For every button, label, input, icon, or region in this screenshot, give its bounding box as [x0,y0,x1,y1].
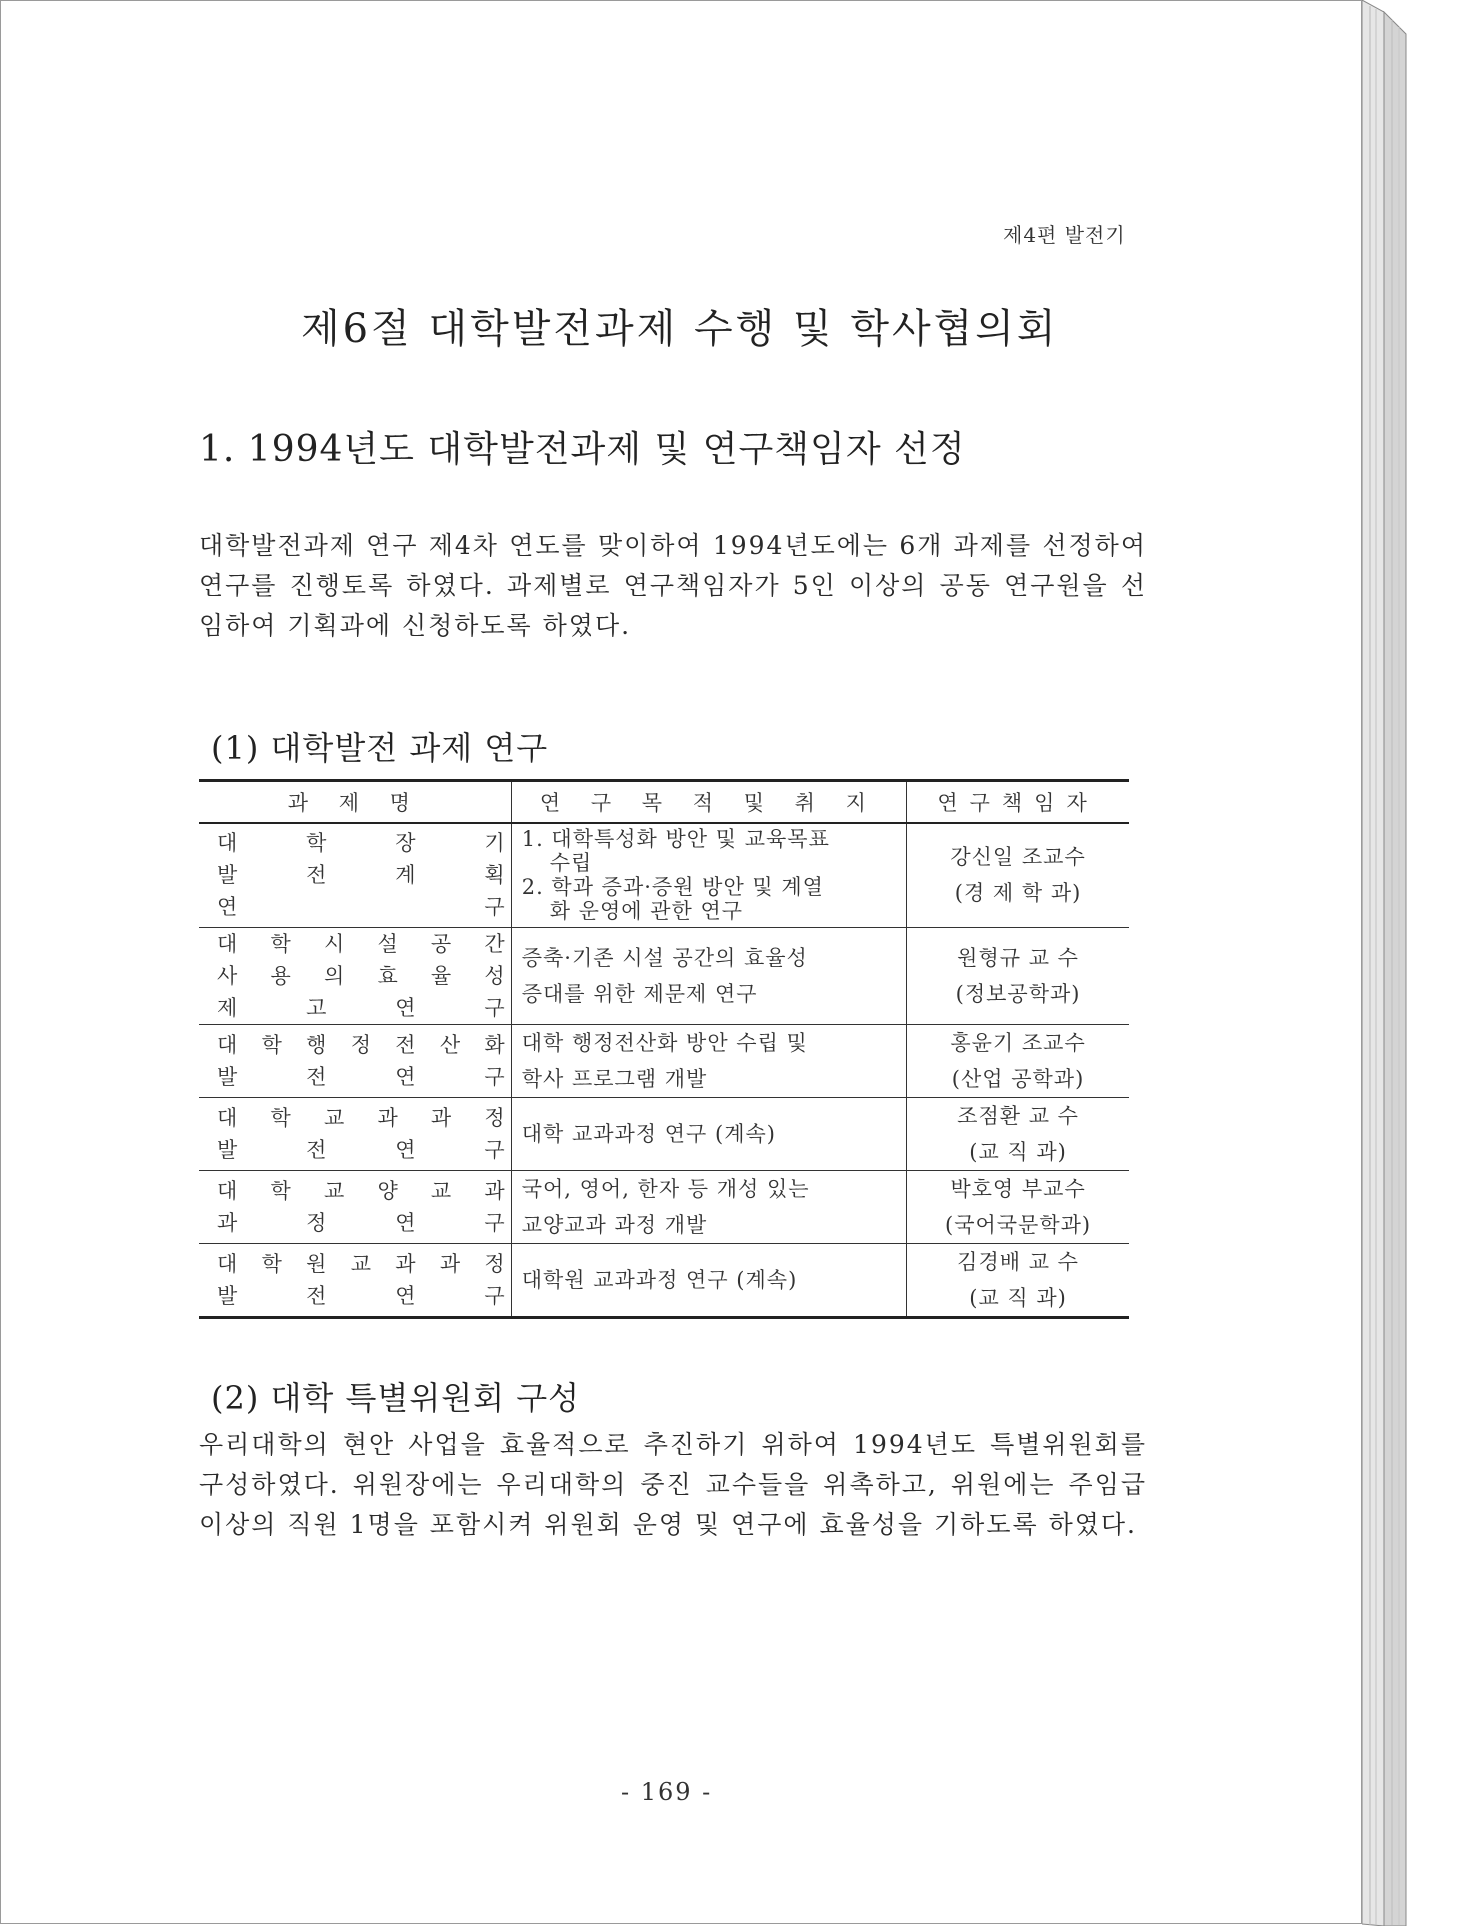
research-goal-line: 교양교과 과정 개발 [521,1212,708,1237]
project-title-cell [199,1243,511,1317]
project-title-line: 발 전 연 구 [217,1137,505,1162]
lead-researcher-name: 원형규 교 수 [957,945,1079,970]
research-goal-line: 학사 프로그램 개발 [521,1066,708,1091]
lead-researcher-cell [907,1243,1129,1317]
project-title-line: 제 고 연 구 [217,995,505,1020]
lead-researcher-name: 박호영 부교수 [950,1176,1086,1201]
research-goal-line: 증축·기존 시설 공간의 효율성 [521,945,808,970]
project-title-line: 대 학 교 과 과 정 [217,1105,505,1130]
intro-paragraph: 대학발전과제 연구 제4차 연도를 맞이하여 1994년도에는 6개 과제를 선정하여 연구를 진행토록 하였다. 과제별로 연구책임자가 5인 이상의 공동 연구원을 선임하여 기획과에 신청하도록 하였다. [199,531,1147,640]
lead-researcher-cell [907,1097,1129,1170]
table-row [199,823,1129,927]
lead-researcher-name: 조점환 교 수 [957,1103,1079,1128]
project-title-line: 대 학 행 정 전 산 화 [217,1032,505,1057]
lead-researcher-name: 홍윤기 조교수 [950,1030,1086,1055]
subsection-title-projects: (1) 대학발전 과제 연구 [211,729,549,767]
lead-researcher-department: (경 제 학 과) [954,881,1082,906]
page-stack-edge [1362,0,1422,1926]
research-goal-cell [511,1024,906,1097]
project-title-line: 연 구 [217,895,505,920]
lead-researcher-cell [907,1024,1129,1097]
lead-researcher-department: (교 직 과) [969,1139,1067,1164]
table-row [199,1097,1129,1170]
research-goal-line: 수립 [549,851,593,876]
research-goal-cell [511,823,906,927]
table-row [199,927,1129,1024]
lead-researcher-name: 김경배 교 수 [957,1249,1079,1274]
table-row [199,1243,1129,1317]
research-goal-line: 대학원 교과과정 연구 (계속) [521,1267,798,1292]
header-research-goal: 연 구 목 적 및 취 지 [511,781,906,824]
research-goal-line: 대학 행정전산화 방안 수립 및 [521,1030,808,1055]
table-row [199,1024,1129,1097]
running-header: 제4편 발전기 [1003,223,1126,247]
table-row [199,1170,1129,1243]
project-title-line: 사 용 의 효 율 성 [217,963,505,988]
table-header-row [199,781,1129,824]
lead-researcher-cell [907,927,1129,1024]
research-goal-line: 증대를 위한 제문제 연구 [521,981,758,1006]
lead-researcher-cell [907,1170,1129,1243]
project-title-cell [199,927,511,1024]
lead-researcher-department: (교 직 과) [969,1285,1067,1310]
lead-researcher-department: (국어국문학과) [945,1212,1092,1237]
lead-researcher-department: (정보공학과) [955,981,1081,1006]
chapter-title: 제6절 대학발전과제 수행 및 학사협의회 [301,306,1059,352]
projects-table-body [199,823,1129,1317]
research-goal-line: 대학 교과과정 연구 (계속) [521,1121,776,1146]
project-title-line: 대 학 장 기 [217,831,505,856]
committee-paragraph: 우리대학의 현안 사업을 효율적으로 추진하기 위하여 1994년도 특별위원회를 구성하였다. 위원장에는 우리대학의 중진 교수들을 위촉하고, 위원에는 주임급 이상의 직원 1명을 포함시켜 위원회 운영 및 연구에 효율성을 기하도록 하였다. [199,1430,1147,1539]
research-goal-cell [511,927,906,1024]
project-title-cell [199,823,511,927]
projects-table [199,779,1129,1319]
research-goal-line: 화 운영에 관한 연구 [549,899,744,924]
subsection-title-committee: (2) 대학 특별위원회 구성 [211,1379,581,1417]
lead-researcher-name: 강신일 조교수 [950,845,1086,870]
research-goal-line: 1. 대학특성화 방안 및 교육목표 [521,827,830,852]
project-title-line: 발 전 연 구 [217,1283,505,1308]
project-title-cell [199,1170,511,1243]
research-goal-cell [511,1170,906,1243]
project-title-line: 발 전 계 획 [217,863,505,888]
research-goal-line: 2. 학과 증과·증원 방안 및 계열 [521,875,824,900]
header-lead-researcher: 연구책임자 [907,781,1129,824]
research-goal-line: 국어, 영어, 한자 등 개성 있는 [521,1176,810,1201]
project-title-line: 대 학 원 교 과 과 정 [217,1251,505,1276]
project-title-cell [199,1024,511,1097]
project-title-line: 과 정 연 구 [217,1210,505,1235]
page-number: - 169 - [621,1778,713,1806]
section-title: 1. 1994년도 대학발전과제 및 연구책임자 선정 [199,429,966,470]
project-title-line: 대 학 시 설 공 간 [217,931,505,956]
project-title-line: 발 전 연 구 [217,1064,505,1089]
project-title-cell [199,1097,511,1170]
header-project-name: 과 제 명 [199,781,511,824]
research-goal-cell [511,1097,906,1170]
lead-researcher-department: (산업 공학과) [951,1066,1085,1091]
lead-researcher-cell [907,823,1129,927]
project-title-line: 대 학 교 양 교 과 [217,1178,505,1203]
research-goal-cell [511,1243,906,1317]
